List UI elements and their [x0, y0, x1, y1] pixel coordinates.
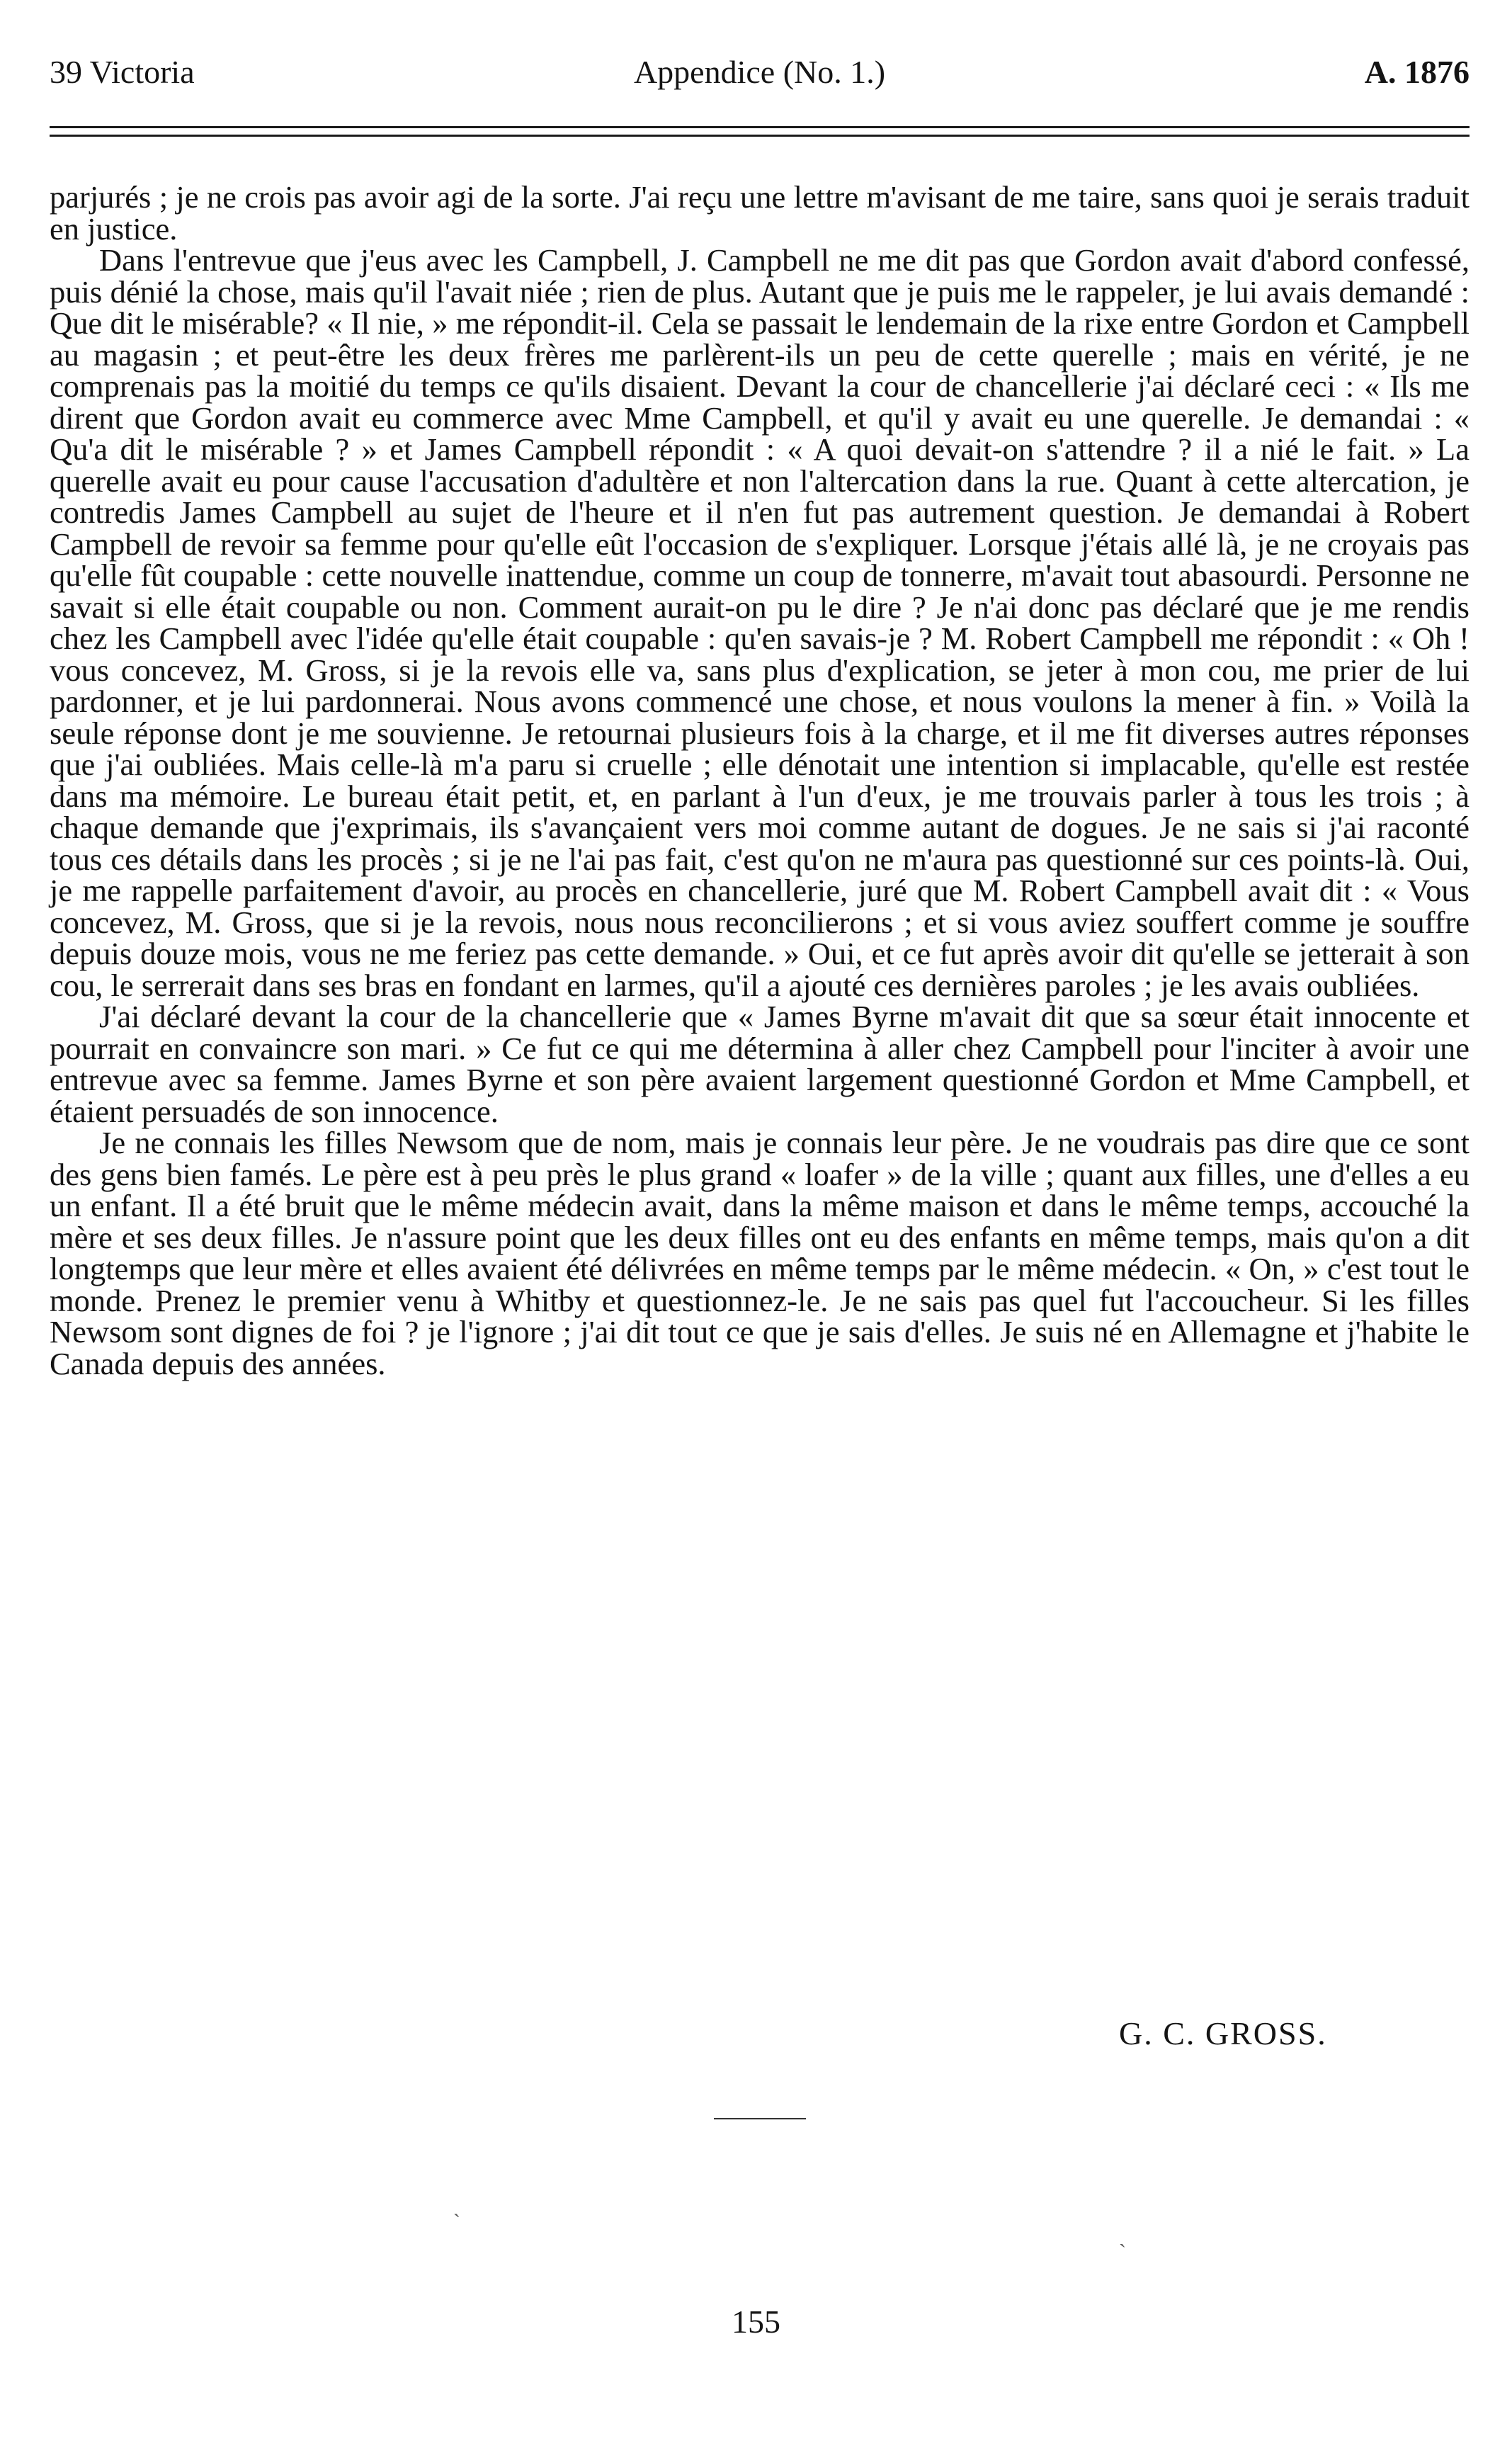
page-header: [50, 51, 1470, 94]
print-speck: ˋ: [453, 2210, 460, 2233]
paragraph-3: J'ai déclaré devant la cour de la chancellerie que « James Byrne m'avait dit que sa sœur était innocente et pourrait en convaincre son mari. » Ce fut ce qui me détermina à aller chez Campbell pour l'inciter à avoir une entrevue avec sa femme. James Byrne et son père avaient largement questionné Gordon et Mme Campbell, et étaient persuadés de son innocence.: [50, 999, 1470, 1129]
paragraph-4: Je ne connais les filles Newsom que de nom, mais je connais leur père. Je ne voudrais pas dire que ce sont des gens bien famés. Le père est à peu près le plus grand « loafer » de la ville ; quant aux filles, une d'elles a eu un enfant. Il a été bruit que le même médecin avait, dans la même maison et dans le même temps, accouché la mère et ses deux filles. Je n'assure point que les deux filles ont eu des enfants en même temps, mais qu'on a dit longtemps que leur mère et elles avaient été délivrées en même temps par le même médecin. « On, » c'est tout le monde. Prenez le premier venu à Whitby et questionnez-le. Je ne sais pas quel fut l'accoucheur. Si les filles Newsom sont dignes de foi ? je l'ignore ; j'ai dit tout ce que je sais d'elles. Je suis né en Allemagne et j'habite le Canada depuis des années.: [50, 1125, 1470, 1381]
paragraph-2: Dans l'entrevue que j'eus avec les Campbell, J. Campbell ne me dit pas que Gordon avait d'abord confessé, puis dénié la chose, mais qu'il l'avait niée ; rien de plus. Autant que je puis me le rappeler, je lui avais demandé : Que dit le misérable? « Il nie, » me répondit-il. Cela se passait le lendemain de la rixe entre Gordon et Campbell au magasin ; et peut-être les deux frères me parlèrent-ils un peu de cette querelle ; mais en vérité, je ne comprenais pas la moitié du temps ce qu'ils disaient. Devant la cour de chancellerie j'ai déclaré ceci : « Ils me dirent que Gordon avait eu commerce avec Mme Campbell, et qu'il y avait eu une querelle. Je demandai : « Qu'a dit le misérable ? » et James Campbell répondit : « A quoi devait-on s'attendre ? il a nié le fait. » La querelle avait eu pour cause l'accusation d'adultère et non l'altercation dans la rue. Quant à cette altercation, je contredis James Campbell au sujet de l'heure et il n'en fut pas autrement question. Je demandai à Robert Campbell de revoir sa femme pour qu'elle eût l'occasion de s'expliquer. Lorsque j'étais allé là, je ne croyais pas qu'elle fût coupable : cette nouvelle inattendue, comme un coup de tonnerre, m'avait tout abasourdi. Personne ne savait si elle était coupable ou non. Comment aurait-on pu le dire ? Je n'ai donc pas déclaré que je me rendis chez les Campbell avec l'idée qu'elle était coupable : qu'en savais-je ? M. Robert Campbell me répondit : « Oh ! vous concevez, M. Gross, si je la revois elle va, sans plus d'explication, se jeter à mon cou, me prier de lui pardonner, et je lui pardonnerai. Nous avons commencé une chose, et nous voulons la mener à fin. » Voilà la seule réponse dont je me souvienne. Je retournai plusieurs fois à la charge, et il me fit diverses autres réponses que j'ai oubliées. Mais celle-là m'a paru si cruelle ; elle dénotait une intention si implacable, qu'elle est restée dans ma mémoire. Le bureau était petit, et, en parlant à l'un d'eux, je me trouvais parler à tous les trois ; à chaque demande que j'exprimais, ils s'avançaient vers moi comme autant de dogues. Je ne sais si j'ai raconté tous ces détails dans les procès ; si je ne l'ai pas fait, c'est qu'on ne m'aura pas questionné sur ces points-là. Oui, je me rappelle parfaitement d'avoir, au procès en chancellerie, juré que M. Robert Campbell avait dit : « Vous concevez, M. Gross, que si je la revois, nous nous reconcilierons ; et si vous aviez souffert comme je souffre depuis douze mois, vous ne me feriez pas cette demande. » Oui, et ce fut après avoir dit qu'elle se jetterait à son cou, le serrerait dans ses bras en fondant en larmes, qu'il a ajouté ces dernières paroles ; je les avais oubliées.: [50, 242, 1470, 1003]
signature: G. C. GROSS.: [1119, 2015, 1327, 2051]
print-speck: ˎ: [1119, 2224, 1126, 2248]
header-year: A. 1876: [1364, 54, 1470, 90]
page-number: 155: [732, 2304, 780, 2340]
section-divider: [714, 2118, 806, 2119]
header-appendix: Appendice (No. 1.): [633, 54, 886, 90]
header-session: 39 Victoria: [50, 54, 195, 90]
paragraph-1: parjurés ; je ne crois pas avoir agi de la sorte. J'ai reçu une lettre m'avisant de me taire, sans quoi je serais traduit en justice.: [50, 179, 1470, 247]
body-text: [50, 181, 1470, 1379]
header-double-rule: [50, 126, 1470, 137]
